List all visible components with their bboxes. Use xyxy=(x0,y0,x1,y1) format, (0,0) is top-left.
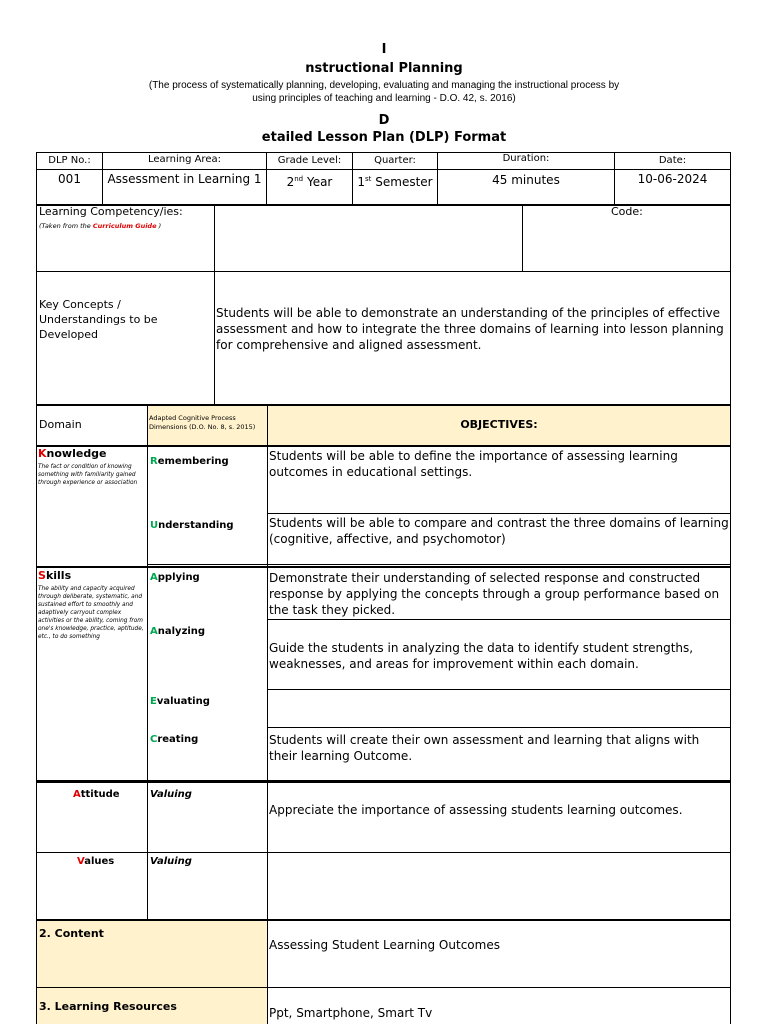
quarter-value: 1st Semester xyxy=(357,175,433,189)
competency-note: (Taken from the Curriculum Guide ) xyxy=(39,222,162,230)
key-concepts-label: Key Concepts / Understandings to be Developed xyxy=(39,298,158,341)
page-title: nstructional Planning xyxy=(305,61,463,76)
attitude-level: Valuing xyxy=(150,789,192,800)
knowledge-definition: The fact or condition of knowing something with familiarity gained through experience or association xyxy=(38,464,138,486)
creating-objective: Students will create their own assessment and learning that aligns with their learning Outcome. xyxy=(269,733,700,763)
adapted-dimensions-header: Adapted Cognitive Process Dimensions (D.O. No. 8, s. 2015) xyxy=(149,414,256,431)
duration-value: 45 minutes xyxy=(492,173,560,187)
remembering-label: Remembering xyxy=(150,456,229,467)
remembering-objective: Students will be able to define the importance of assessing learning outcomes in educational settings. xyxy=(269,449,678,479)
objectives-header: OBJECTIVES: xyxy=(460,418,538,431)
applying-label: Applying xyxy=(150,572,200,583)
quarter-label: Quarter: xyxy=(374,155,416,166)
values-label: Values xyxy=(77,856,115,867)
dlp-no-label: DLP No.: xyxy=(48,155,91,166)
date-label: Date: xyxy=(658,155,687,166)
skills-label: Skills xyxy=(38,569,72,582)
header-letter-d: D xyxy=(378,113,390,128)
grade-level-value: 2nd Year xyxy=(286,175,333,189)
code-label: Code: xyxy=(611,205,643,218)
analyzing-label: Analyzing xyxy=(150,626,206,637)
learning-area-value: Assessment in Learning 1 xyxy=(107,172,262,186)
attitude-objective: Appreciate the importance of assessing students learning outcomes. xyxy=(269,803,683,817)
date-value: 10-06-2024 xyxy=(637,172,708,186)
content-text: Assessing Student Learning Outcomes xyxy=(269,938,500,952)
format-title: etailed Lesson Plan (DLP) Format xyxy=(261,130,507,145)
subtitle-line-2: using principles of teaching and learning - D.O. 42, s. 2016) xyxy=(252,93,516,104)
content-label: 2. Content xyxy=(39,927,104,940)
understanding-objective: Students will be able to compare and contrast the three domains of learning (cognitive, affective, and psychomotor) xyxy=(269,516,729,546)
evaluating-label: Evaluating xyxy=(150,696,210,707)
resources-text: Ppt, Smartphone, Smart Tv xyxy=(269,1006,433,1020)
resources-label: 3. Learning Resources xyxy=(39,1000,177,1013)
subtitle-line-1: (The process of systematically planning, developing, evaluating and managing the instructional process by xyxy=(148,80,620,91)
analyzing-objective: Guide the students in analyzing the data to identify student strengths, weaknesses, and areas for improvement within each domain. xyxy=(269,641,694,671)
understanding-label: Understanding xyxy=(150,520,234,531)
grade-level-label: Grade Level: xyxy=(277,155,342,166)
values-level: Valuing xyxy=(150,856,192,867)
competency-label: Learning Competency/ies: xyxy=(39,205,183,218)
duration-label: Duration: xyxy=(502,153,550,164)
creating-label: Creating xyxy=(150,734,199,745)
key-concepts-text: Students will be able to demonstrate an understanding of the principles of effective assessment and how to integrate the three domains of learning into lesson planning for comprehensive and aligned assessment. xyxy=(216,306,724,352)
attitude-label: Attitude xyxy=(73,789,120,800)
learning-area-label: Learning Area: xyxy=(148,154,221,165)
applying-objective: Demonstrate their understanding of selected response and constructed response by applying the concepts through a group performance based on the task they picked. xyxy=(269,571,720,617)
domain-header: Domain xyxy=(39,418,82,431)
knowledge-label: Knowledge xyxy=(38,447,107,460)
dlp-no-value: 001 xyxy=(58,172,81,186)
skills-definition: The ability and capacity acquired through deliberate, systematic, and sustained effort to smoothly and adaptively carryout complex activities or the ability, coming from one's knowledge, practice, aptitude, etc., to do something xyxy=(38,586,144,640)
header-letter-i: I xyxy=(381,42,387,57)
